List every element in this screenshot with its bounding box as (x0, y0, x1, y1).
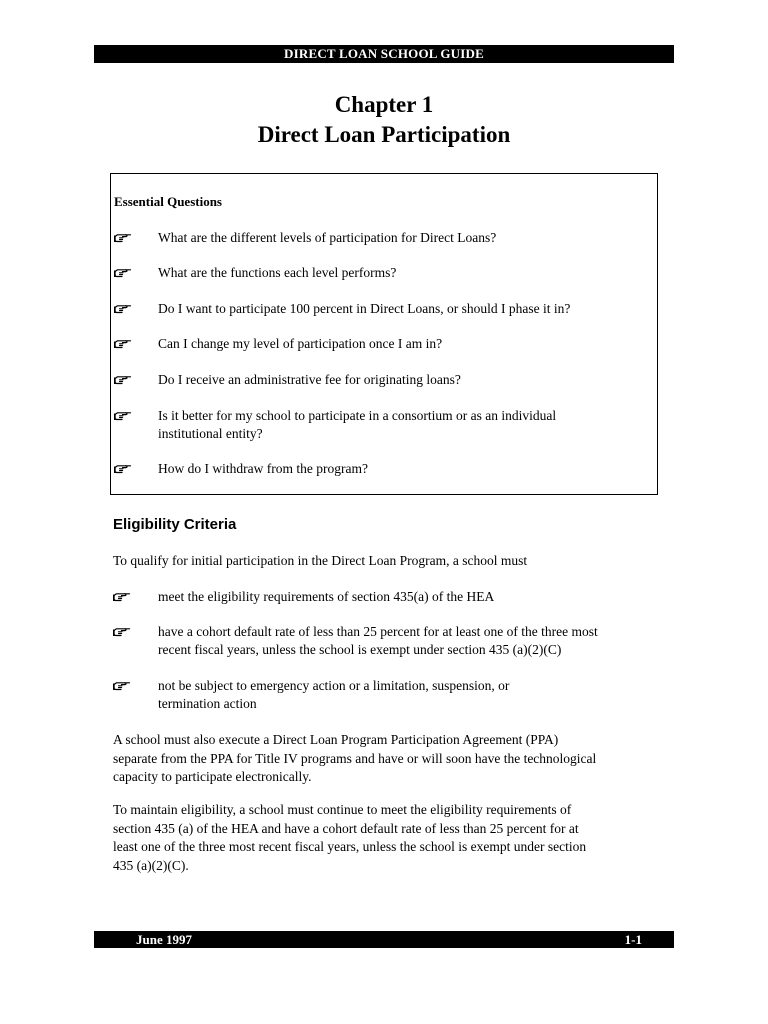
eligibility-intro (113, 552, 658, 571)
question-item-text: How do I withdraw from the program? (158, 461, 368, 476)
chapter-heading (94, 90, 674, 150)
chapter-title: Direct Loan Participation (257, 122, 511, 147)
header-bar (94, 45, 674, 63)
question-item-text: What are the different levels of participation for Direct Loans? (158, 230, 497, 245)
footer-bar (94, 931, 674, 948)
pointing-hand-icon (114, 463, 134, 475)
pointing-hand-icon (114, 410, 134, 422)
criteria-item-text: termination action (158, 696, 257, 711)
pointing-hand-icon (114, 338, 134, 350)
paragraph-line: To maintain eligibility, a school must continue to meet the eligibility requirements of (113, 802, 572, 817)
pointing-hand-icon (114, 303, 134, 315)
criteria-item-text: meet the eligibility requirements of section 435(a) of the HEA (158, 589, 495, 604)
criteria-item-text: have a cohort default rate of less than 25 percent for at least one of the three most (158, 624, 598, 639)
question-item-text: Do I receive an administrative fee for originating loans? (158, 372, 461, 387)
eligibility-heading: Eligibility Criteria (113, 516, 237, 533)
criteria-item-text: not be subject to emergency action or a limitation, suspension, or (158, 678, 510, 693)
paragraph-line: A school must also execute a Direct Loan Program Participation Agreement (PPA) (113, 732, 559, 747)
chapter-number: Chapter 1 (334, 92, 434, 117)
eligibility-intro-text: To qualify for initial participation in the Direct Loan Program, a school must (113, 553, 528, 568)
footer-page-number: 1-1 (624, 932, 642, 947)
paragraph-line: least one of the three most recent fiscal years, unless the school is exempt under section (113, 839, 587, 854)
essential-questions-box (110, 173, 658, 495)
ppa-paragraph (113, 731, 658, 787)
paragraph-line: capacity to participate electronically. (113, 769, 312, 784)
pointing-hand-icon (113, 626, 133, 638)
question-item-text: What are the functions each level performs? (158, 265, 397, 280)
pointing-hand-icon (113, 591, 133, 603)
paragraph-line: section 435 (a) of the HEA and have a cohort default rate of less than 25 percent for at (113, 820, 579, 836)
question-item-text: Can I change my level of participation once I am in? (158, 336, 443, 351)
pointing-hand-icon (114, 267, 134, 279)
guide-title: DIRECT LOAN SCHOOL GUIDE (284, 46, 484, 61)
question-item-text: Do I want to participate 100 percent in Direct Loans, or should I phase it in? (158, 301, 571, 316)
pointing-hand-icon (114, 232, 134, 244)
footer-date: June 1997 (136, 932, 192, 947)
pointing-hand-icon (113, 680, 133, 692)
pointing-hand-icon (114, 374, 134, 386)
maintain-eligibility-paragraph (113, 801, 658, 875)
essential-questions-heading: Essential Questions (114, 194, 222, 209)
question-item-text: Is it better for my school to participate in a consortium or as an individual (158, 408, 557, 423)
question-item-text: institutional entity? (158, 426, 263, 441)
paragraph-line: 435 (a)(2)(C). (113, 857, 189, 873)
paragraph-line: separate from the PPA for Title IV programs and have or will soon have the technological (113, 750, 597, 766)
criteria-item-text: recent fiscal years, unless the school is exempt under section 435 (a)(2)(C) (158, 642, 562, 657)
